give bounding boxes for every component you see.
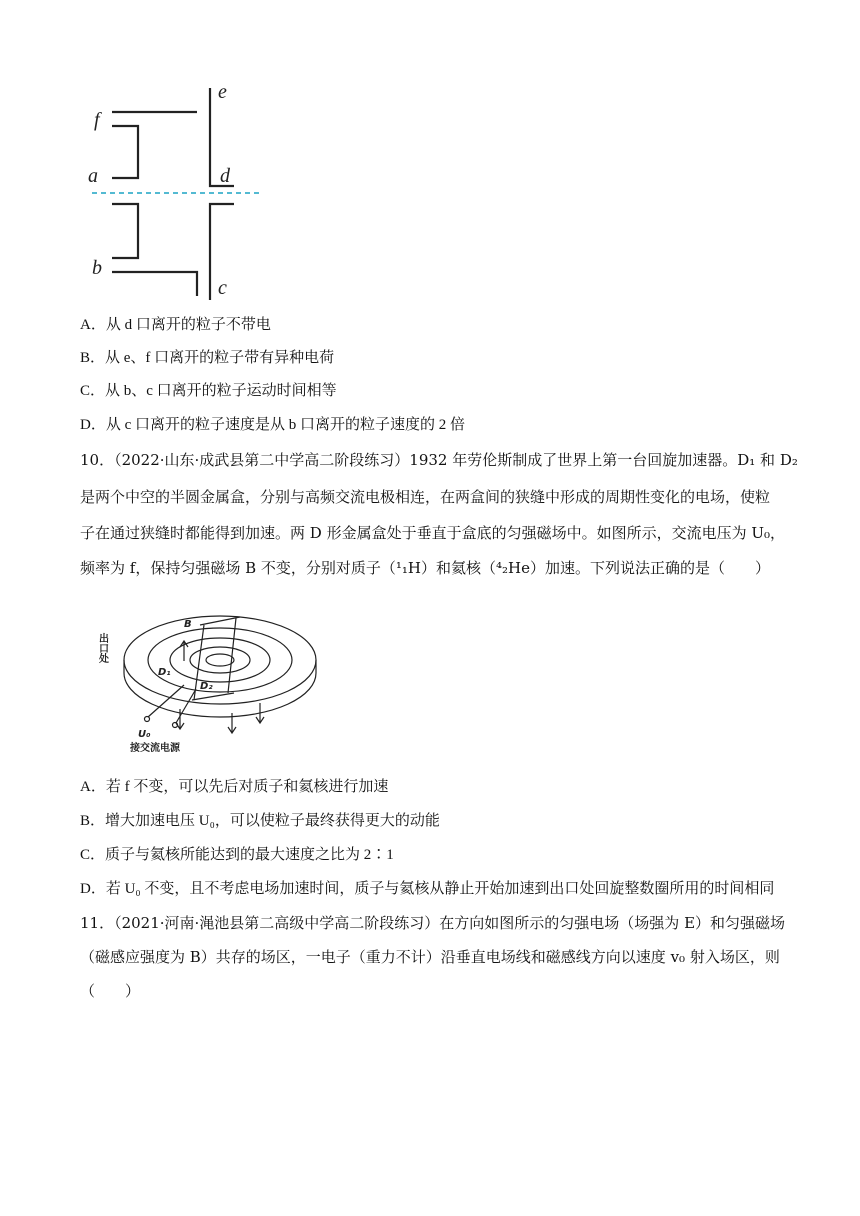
q10-stem-line4: 频率为 f，保持匀强磁场 B 不变，分别对质子（¹₁H）和氦核（⁴₂He）加速。下列说法正确的是（ ） <box>80 559 770 577</box>
label-b: b <box>92 257 102 279</box>
label-a: a <box>88 165 98 187</box>
fig-label-u0: U₀ <box>138 729 151 740</box>
fig-caption: 接交流电源 <box>130 743 180 754</box>
fig-label-b: B <box>184 619 192 630</box>
q9-option-d: D．从 c 口离开的粒子速度是从 b 口离开的粒子速度的 2 倍 <box>80 417 465 433</box>
q10-stem-line1: 10．（2022·山东·成武县第二中学高二阶段练习）1932 年劳伦斯制成了世界上第一台回旋加速器。D₁ 和 D₂ <box>80 451 798 469</box>
q11-stem-line1: 11．（2021·河南·渑池县第二高级中学高二阶段练习）在方向如图所示的匀强电场（场强为 E）和匀强磁场 <box>80 914 786 932</box>
q10-option-d: D．若 U₀ 不变，且不考虑电场加速时间，质子与氦核从静止开始加速到出口处回旋整数圈所用的时间相同 <box>80 881 775 897</box>
q9-option-b: B．从 e、f 口离开的粒子带有异种电荷 <box>80 350 335 366</box>
q10-option-a: A．若 f 不变，可以先后对质子和氦核进行加速 <box>80 779 389 795</box>
q10-option-b: B．增大加速电压 U₀，可以使粒子最终获得更大的动能 <box>80 813 440 829</box>
fig-label-d2: D₂ <box>200 681 213 692</box>
q10-stem-line2: 是两个中空的半圆金属盒，分别与高频交流电极相连，在两盒间的狭缝中形成的周期性变化的电场，使粒 <box>80 488 771 506</box>
q11-stem-line3: （ ） <box>80 982 141 1000</box>
q9-option-c: C．从 b、c 口离开的粒子运动时间相等 <box>80 383 337 399</box>
label-c: c <box>218 277 227 299</box>
label-f: f <box>94 109 100 131</box>
q10-stem-line3: 子在通过狭缝时都能得到加速。两 D 形金属盒处于垂直于盒底的匀强磁场中。如图所示，交流电压为 U₀， <box>80 524 785 542</box>
q10-option-c: C．质子与氦核所能达到的最大速度之比为 2∶1 <box>80 847 394 863</box>
q11-stem-line2: （磁感应强度为 B）共存的场区，一电子（重力不计）沿垂直电场线和磁感线方向以速度 v₀ 射入场区，则 <box>80 948 780 966</box>
label-e: e <box>218 81 227 103</box>
q9-option-a: A．从 d 口离开的粒子不带电 <box>80 317 271 333</box>
fig-label-d1: D₁ <box>158 667 171 678</box>
channel-figure <box>82 78 272 303</box>
label-d: d <box>220 165 230 187</box>
fig-label-exit: 出口处 <box>96 633 108 663</box>
cyclotron-figure <box>96 605 340 755</box>
